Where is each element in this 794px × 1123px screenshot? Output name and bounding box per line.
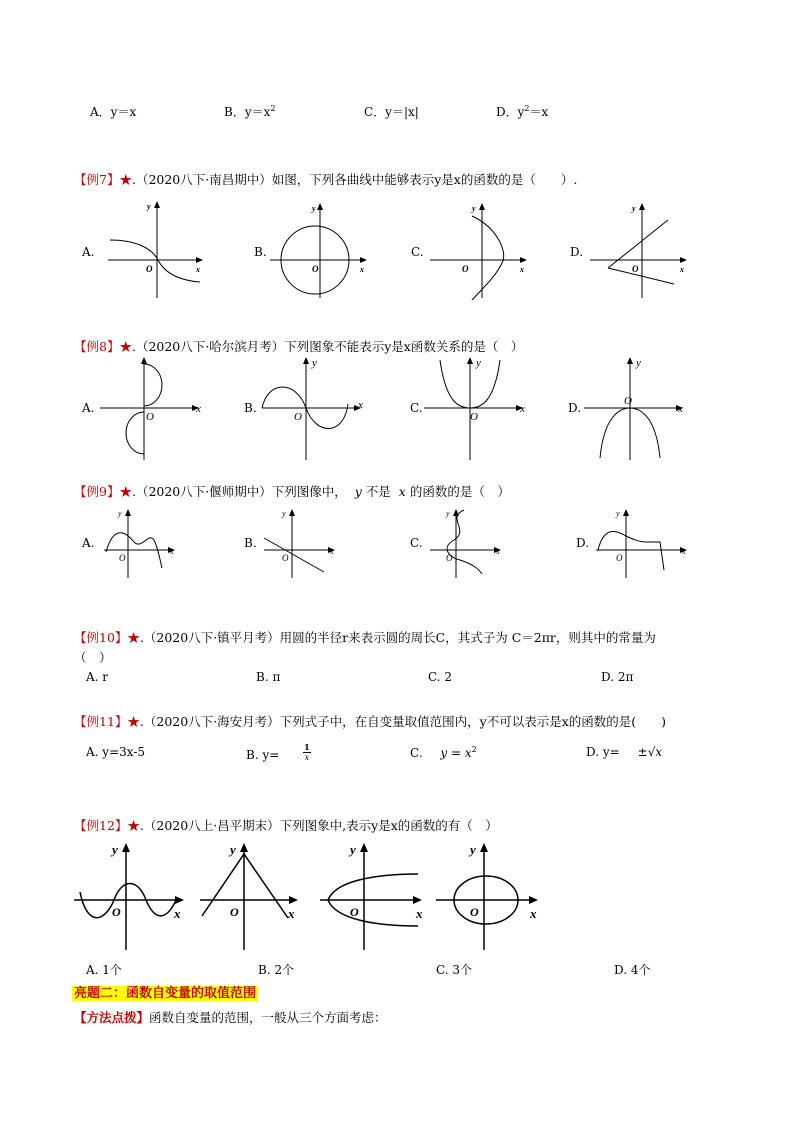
ex10-option-b: B. π [256, 670, 281, 684]
ex7-graph-a [100, 198, 210, 300]
ex9-label-b: B. [244, 536, 257, 550]
svg-text:y: y [350, 842, 356, 857]
ex9-graph-b [258, 504, 342, 580]
example-10-question: 【例10】★.（2020八下·镇平月考）用圆的半径r来表示圆的周长C，其式子为 C＝2πr，则其中的常量为 [74, 630, 656, 645]
example-8-question: 【例8】★.（2020八下·哈尔滨月考）下列图象不能表示y是x函数关系的是（ ） [74, 339, 524, 354]
svg-text:y: y [312, 204, 316, 213]
svg-text:O: O [112, 905, 121, 919]
example-12-question: 【例12】★.（2020八上·昌平期末）下列图象中,表示y是x的函数的有（ ） [74, 818, 498, 833]
ex8-label-d: D. [568, 401, 582, 415]
svg-text:y: y [147, 202, 151, 211]
svg-text:x: x [360, 265, 364, 274]
ex12-graph-4 [434, 838, 546, 952]
option-d: D．$y^2=x$ [496, 104, 549, 119]
ex11-option-a: A. y=3x-5 [86, 745, 146, 759]
svg-text:O: O [230, 905, 239, 919]
ex8-label-c: C. [410, 401, 423, 415]
svg-text:O: O [470, 905, 479, 919]
svg-text:x: x [358, 399, 363, 411]
svg-text:O: O [616, 553, 623, 563]
svg-text:x: x [196, 403, 201, 415]
ex12-option-c: C. 3个 [436, 963, 473, 977]
ex9-label-d: D. [576, 536, 590, 550]
svg-text:y: y [616, 509, 620, 518]
svg-text:x: x [530, 906, 537, 921]
ex8-label-b: B. [244, 401, 257, 415]
ex12-option-a: A. 1个 [86, 963, 122, 977]
svg-text:x: x [288, 906, 295, 921]
svg-text:y: y [230, 842, 236, 857]
svg-text:x: x [196, 265, 200, 274]
option-c: C．y＝|x| [364, 105, 419, 119]
ex7-label-a: A. [82, 245, 95, 259]
ex7-graph-d [588, 198, 698, 300]
svg-text:O: O [312, 264, 319, 274]
svg-text:y: y [632, 204, 636, 213]
example-10-blank: （ ） [74, 650, 112, 665]
svg-text:O: O [350, 905, 359, 919]
svg-text:x: x [520, 265, 524, 274]
svg-text:y: y [636, 357, 641, 369]
ex9-label-a: A. [82, 536, 95, 550]
ex9-label-c: C. [410, 536, 423, 550]
svg-text:x: x [496, 547, 500, 556]
ex12-graph-3 [318, 838, 430, 952]
svg-text:O: O [119, 553, 126, 563]
svg-text:y: y [312, 357, 317, 369]
svg-text:O: O [462, 264, 469, 274]
ex8-graph-a [96, 354, 216, 462]
ex7-label-d: D. [570, 245, 584, 259]
ex12-option-b: B. 2个 [258, 963, 295, 977]
ex12-graph-2 [198, 838, 308, 952]
section-title: 亮题二：函数自变量的取值范围 [74, 986, 257, 1001]
option-b: B．$y=x^2$ [224, 104, 276, 119]
svg-text:x: x [520, 403, 525, 415]
svg-text:x: x [174, 906, 181, 921]
svg-text:x: x [678, 403, 683, 415]
svg-text:O: O [446, 553, 453, 563]
svg-text:y: y [472, 204, 476, 213]
ex9-graph-c [424, 504, 508, 580]
ex7-graph-c [428, 198, 538, 300]
svg-text:y: y [446, 509, 450, 518]
example-7-question: 【例7】★.（2020八下·南昌期中）如图，下列各曲线中能够表示y是x的函数的是（ ）. [74, 172, 578, 187]
svg-text:O: O [294, 411, 302, 423]
ex7-label-b: B. [254, 245, 267, 259]
ex9-graph-d [590, 504, 694, 580]
svg-text:y: y [118, 509, 122, 518]
ex12-option-d: D. 4个 [614, 963, 651, 977]
option-a: A．y＝x [90, 105, 137, 119]
ex7-graph-b [268, 198, 378, 300]
svg-text:x: x [330, 547, 334, 556]
ex11-option-b: B. y= $\frac{1}{x}$ [246, 742, 310, 762]
ex11-option-d: D. y= ±√x [586, 745, 663, 759]
svg-text:x: x [680, 265, 684, 274]
svg-text:x: x [682, 547, 686, 556]
ex10-option-a: A. r [86, 670, 109, 684]
example-9-question: 【例9】★.（2020八下·偃师期中）下列图像中， y 不是 x 的函数的是（ ） [74, 484, 510, 499]
svg-text:O: O [624, 395, 632, 407]
svg-text:x: x [416, 906, 423, 921]
example-11-question: 【例11】★.（2020八下·海安月考）下列式子中，在自变量取值范围内，y不可以表示是x的函数的是( ) [74, 714, 667, 729]
svg-text:x: x [170, 547, 174, 556]
ex11-option-c: C. $y = x^2$ [410, 745, 477, 760]
svg-text:y: y [470, 842, 476, 857]
svg-text:O: O [632, 264, 639, 274]
ex10-option-d: D. 2π [601, 670, 634, 684]
svg-text:O: O [146, 264, 153, 274]
svg-text:O: O [282, 553, 289, 563]
svg-text:y: y [112, 842, 118, 857]
svg-text:O: O [470, 411, 478, 423]
ex7-label-c: C. [411, 245, 424, 259]
svg-text:y: y [476, 357, 481, 369]
ex10-option-c: C. 2 [428, 670, 453, 684]
ex8-graph-c [420, 354, 540, 462]
ex12-graph-1 [72, 838, 192, 952]
method-tip: 【方法点拨】函数自变量的范围，一般从三个方面考虑： [74, 1010, 387, 1025]
svg-text:O: O [146, 411, 154, 423]
ex9-graph-a [98, 504, 182, 580]
ex8-graph-b [258, 354, 378, 462]
ex8-graph-d [580, 354, 700, 462]
svg-text:y: y [282, 509, 286, 518]
ex8-label-a: A. [82, 401, 95, 415]
